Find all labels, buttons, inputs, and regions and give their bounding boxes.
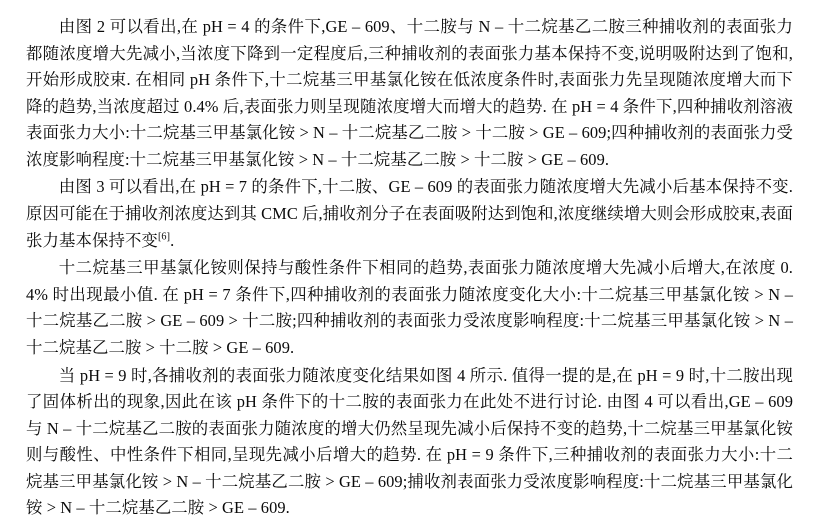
paragraph-2: 由图 3 可以看出,在 pH = 7 的条件下,十二胺、GE – 609 的表面张力随浓度增大先减小后基本保持不变. 原因可能在于捕收剂浓度达到其 CMC 后,捕收剂分子在表面吸附达到饱和,浓度继续增大则会形成胶束,表面张力基本保持不变[6]. [26, 177, 793, 250]
paragraph-1: 由图 2 可以看出,在 pH = 4 的条件下,GE – 609、十二胺与 N – 十二烷基乙二胺三种捕收剂的表面张力都随浓度增大先减小,当浓度下降到一定程度后,三种捕收剂的表面张力基本保持不变,说明吸附达到了饱和,开始形成胶束. 在相同 pH 条件下,十二烷基三甲基氯化铵在低浓度条件时,表面张力先呈现随浓度增大而下降的趋势,当浓度超过 0.4% 后,表面张力则呈现随浓度增大而增大的趋势. 在 pH = 4 条件下,四种捕收剂溶液表面张力大小:十二烷基三甲基氯化铵 > N – 十二烷基乙二胺 > 十二胺 > GE – 609;四种捕收剂的表面张力受浓度影响程度:十二烷基三甲基氯化铵 > N – 十二烷基乙二胺 > 十二胺 > GE – 609. [26, 17, 793, 169]
paragraph-4: 当 pH = 9 时,各捕收剂的表面张力随浓度变化结果如图 4 所示. 值得一提的是,在 pH = 9 时,十二胺出现了固体析出的现象,因此在该 pH 条件下的十二胺的表面张力在此处不进行讨论. 由图 4 可以看出,GE – 609 与 N – 十二烷基乙二胺的表面张力随浓度的增大仍然呈现先减小后保持不变的趋势,十二烷基三甲基氯化铵则与酸性、中性条件下相同,呈现先减小后增大的趋势. 在 pH = 9 条件下,三种捕收剂的表面张力大小:十二烷基三甲基氯化铵 > N – 十二烷基乙二胺 > GE – 609;捕收剂表面张力受浓度影响程度:十二烷基三甲基氯化铵 > N – 十二烷基乙二胺 > GE – 609. [26, 365, 793, 518]
paragraph-3: 十二烷基三甲基氯化铵则保持与酸性条件下相同的趋势,表面张力随浓度增大先减小后增大,在浓度 0.4% 时出现最小值. 在 pH = 7 条件下,四种捕收剂的表面张力随浓度变化大小:十二烷基三甲基氯化铵 > N – 十二烷基乙二胺 > GE – 609 > 十二胺;四种捕收剂的表面张力受浓度影响程度:十二烷基三甲基氯化铵 > N – 十二烷基乙二胺 > 十二胺 > GE – 609. [26, 258, 793, 357]
